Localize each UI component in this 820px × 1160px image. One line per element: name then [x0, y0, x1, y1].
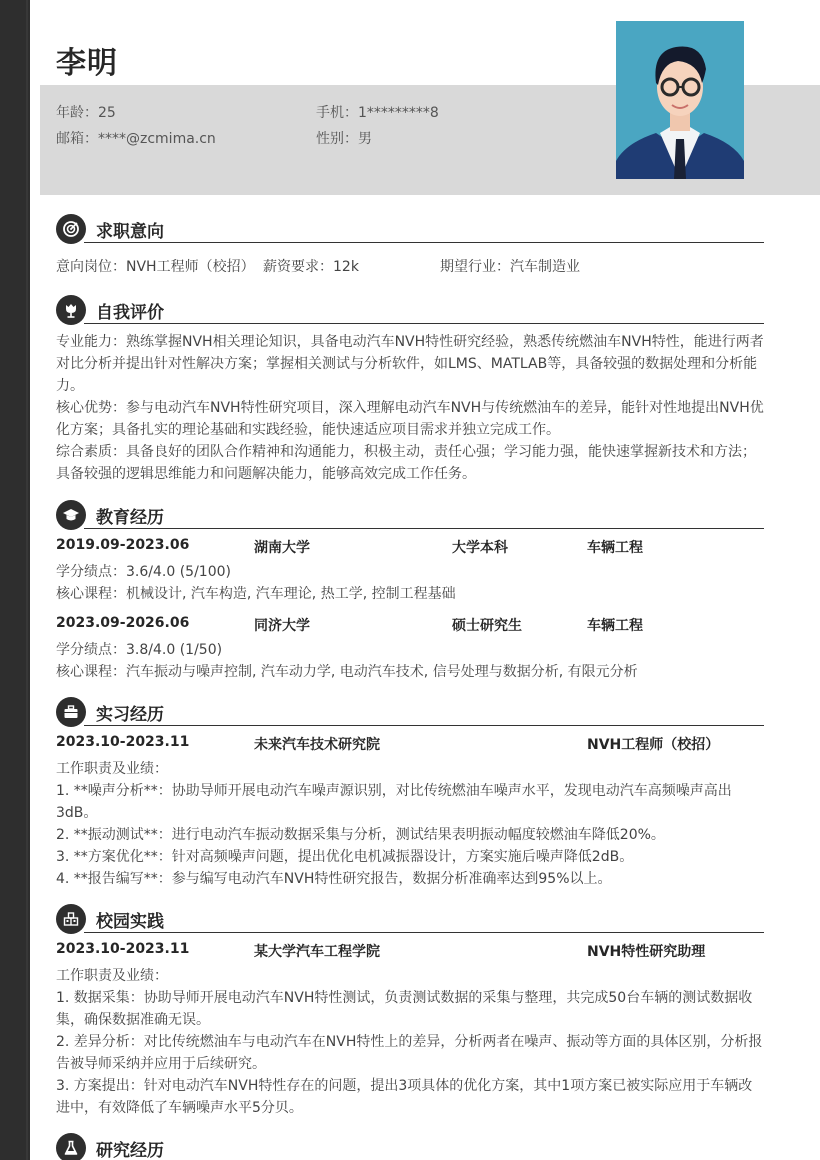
section-title: 研究经历 — [96, 1141, 164, 1160]
self-eval-core-strength: 核心优势：参与电动汽车NVH特性研究项目，深入理解电动汽车NVH与传统燃油车的差异，能针对性地提出NVH优化方案；具备扎实的理论基础和实践经验，能快速适应项目需求并独立完成工作。 — [56, 400, 764, 438]
edu-major: 车辆工程 — [587, 540, 643, 556]
age-field: 年龄：25 — [56, 105, 116, 121]
internship-period: 2023.10-2023.11 — [56, 734, 190, 750]
edu-major: 车辆工程 — [587, 618, 643, 634]
campus-item: 2. 差异分析：对比传统燃油车与电动汽车在NVH特性上的差异，分析两者在噪声、振动等方面的具体区别，分析报告被导师采纳并应用于后续研究。 — [56, 1034, 763, 1072]
section-divider — [84, 242, 764, 244]
email-field: 邮箱：****@zcmima.cn — [56, 131, 216, 147]
section-divider — [84, 725, 764, 727]
education-entry-header — [56, 615, 764, 637]
section-title: 自我评价 — [96, 303, 164, 323]
internship-item: 2. **振动测试**：进行电动汽车振动数据采集与分析，测试结果表明振动幅度较燃油车降低20%。 — [56, 827, 665, 843]
section-title: 校园实践 — [96, 912, 164, 932]
self-eval-general: 综合素质：具备良好的团队合作精神和沟通能力，积极主动，责任心强；学习能力强，能快速掌握新技术和方法；具备较强的逻辑思维能力和问题解决能力，能够高效完成工作任务。 — [56, 444, 756, 482]
edu-courses: 核心课程：机械设计, 汽车构造, 汽车理论, 热工学, 控制工程基础 — [56, 586, 456, 602]
campus-role: NVH特性研究助理 — [587, 944, 706, 960]
section-header-campus — [56, 904, 764, 934]
section-header-intent — [56, 214, 764, 244]
internship-role: NVH工程师（校招） — [587, 737, 720, 753]
section-divider — [84, 932, 764, 934]
internship-org: 未来汽车技术研究院 — [254, 737, 380, 753]
candidate-name: 李明 — [56, 46, 118, 81]
flower-icon — [56, 295, 86, 325]
edu-degree: 硕士研究生 — [452, 618, 522, 634]
section-title: 求职意向 — [96, 222, 164, 242]
section-header-internship — [56, 697, 764, 727]
internship-item: 4. **报告编写**：参与编写电动汽车NVH特性研究报告，数据分析准确率达到95%以上。 — [56, 871, 612, 887]
target-icon — [56, 214, 86, 244]
section-title: 教育经历 — [96, 508, 164, 528]
building-icon — [56, 904, 86, 934]
section-header-self-eval — [56, 295, 764, 325]
campus-period: 2023.10-2023.11 — [56, 941, 190, 957]
edu-gpa: 学分绩点：3.8/4.0 (1/50) — [56, 642, 223, 658]
edu-gpa: 学分绩点：3.6/4.0 (5/100) — [56, 564, 231, 580]
edu-period: 2019.09-2023.06 — [56, 537, 190, 553]
intent-industry: 期望行业：汽车制造业 — [440, 259, 580, 275]
flask-icon — [56, 1133, 86, 1160]
education-entry-header — [56, 537, 764, 559]
campus-item: 1. 数据采集：协助导师开展电动汽车NVH特性测试，负责测试数据的采集与整理，共完成50台车辆的测试数据收集，确保数据准确无误。 — [56, 990, 753, 1028]
section-header-education — [56, 500, 764, 530]
campus-entry-header — [56, 941, 764, 963]
self-eval-professional: 专业能力：熟练掌握NVH相关理论知识，具备电动汽车NVH特性研究经验，熟悉传统燃油车NVH特性，能进行两者对比分析并提出针对性解决方案；掌握相关测试与分析软件，如LMS、MATLAB等，具备较强的数据处理和分析能力。 — [56, 334, 764, 394]
edu-degree: 大学本科 — [452, 540, 508, 556]
campus-duties-label: 工作职责及业绩： — [56, 968, 168, 984]
section-title: 实习经历 — [96, 705, 164, 725]
edu-period: 2023.09-2026.06 — [56, 615, 190, 631]
internship-item: 3. **方案优化**：针对高频噪声问题，提出优化电机减振器设计，方案实施后噪声降低2dB。 — [56, 849, 634, 865]
left-sidebar-bar — [0, 0, 30, 1160]
graduation-cap-icon — [56, 500, 86, 530]
intent-position: 意向岗位：NVH工程师（校招） — [56, 259, 255, 275]
internship-entry-header — [56, 734, 764, 756]
section-header-research — [56, 1133, 764, 1160]
section-divider — [84, 323, 764, 325]
profile-photo — [616, 21, 744, 179]
portrait-illustration — [616, 21, 744, 179]
edu-courses: 核心课程：汽车振动与噪声控制, 汽车动力学, 电动汽车技术, 信号处理与数据分析, 有限元分析 — [56, 664, 638, 680]
gender-field: 性别：男 — [316, 131, 372, 147]
campus-org: 某大学汽车工程学院 — [254, 944, 380, 960]
campus-item: 3. 方案提出：针对电动汽车NVH特性存在的问题，提出3项具体的优化方案，其中1项方案已被实际应用于车辆改进中，有效降低了车辆噪声水平5分贝。 — [56, 1078, 753, 1116]
internship-duties-label: 工作职责及业绩： — [56, 761, 168, 777]
section-divider — [84, 528, 764, 530]
internship-item: 1. **噪声分析**：协助导师开展电动汽车噪声源识别，对比传统燃油车噪声水平，发现电动汽车高频噪声高出3dB。 — [56, 783, 732, 821]
intent-salary: 薪资要求：12k — [263, 259, 359, 275]
edu-school: 同济大学 — [254, 618, 310, 634]
phone-field: 手机：1*********8 — [316, 105, 439, 121]
edu-school: 湖南大学 — [254, 540, 310, 556]
briefcase-icon — [56, 697, 86, 727]
